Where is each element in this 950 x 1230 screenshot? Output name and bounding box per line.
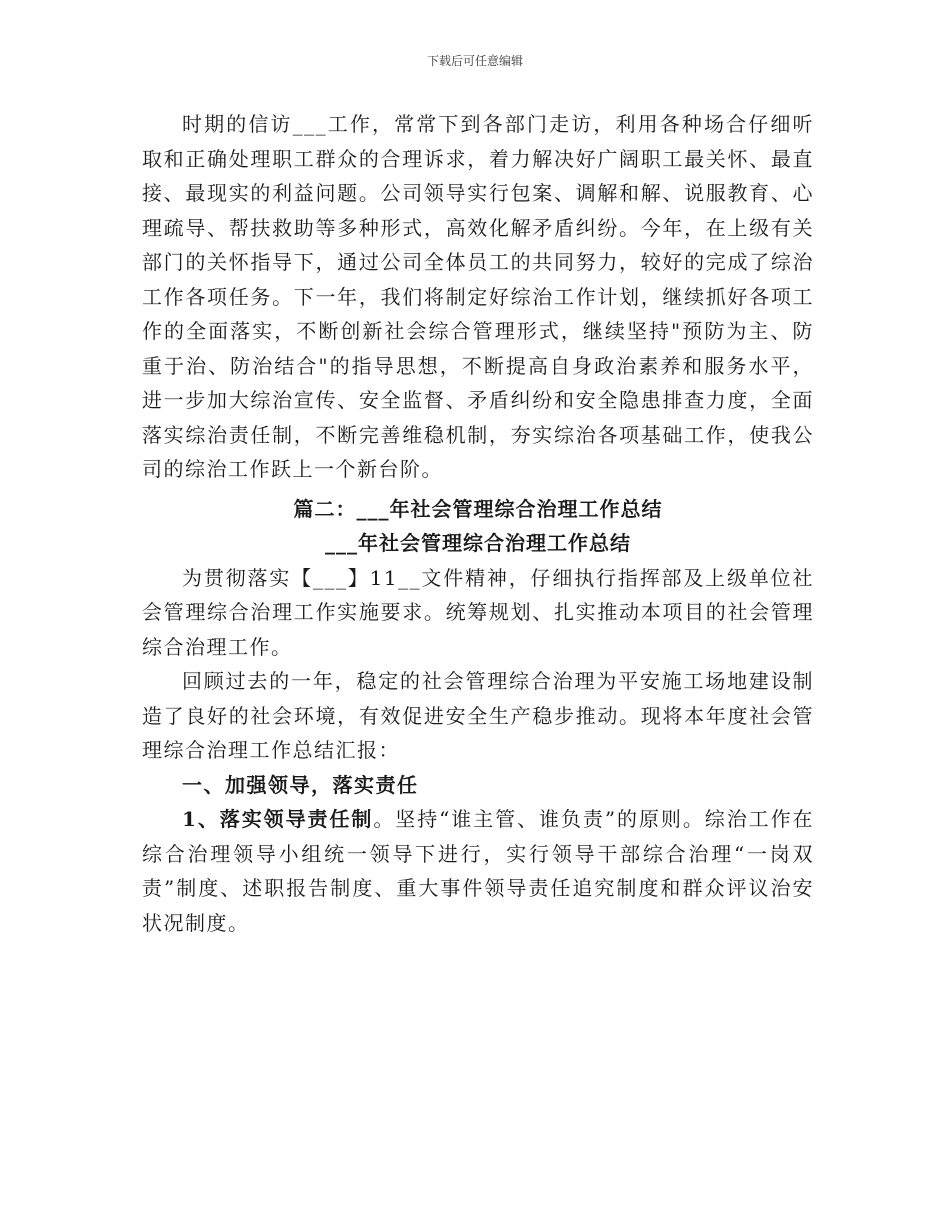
heading-title: ___年社会管理综合治理工作总结 bbox=[325, 531, 631, 555]
document-body bbox=[142, 107, 814, 940]
item-1-title: 1、落实领导责任制 bbox=[182, 807, 374, 831]
heading-part-2: 篇二：___年社会管理综合治理工作总结 bbox=[293, 496, 663, 521]
paragraph-2: 为贯彻落实【___】11__文件精神，仔细执行指挥部及上级单位社会管理综合治理工作实施要求。统筹规划、扎实推动本项目的社会管理综合治理工作。 bbox=[142, 565, 814, 659]
item-1-text: 。坚持“谁主管、谁负责”的原则。综治工作在综合治理领导小组统一领导下进行，实行领导干部综合治理“一岗双责”制度、述职报告制度、重大事件领导责任追究制度和群众评议治安状况制度。 bbox=[142, 807, 814, 935]
section-heading-1: 一、加强领导，落实责任 bbox=[182, 772, 419, 797]
paragraph-3: 回顾过去的一年，稳定的社会管理综合治理为平安施工场地建设制造了良好的社会环境，有效促进安全生产稳步推动。现将本年度社会管理综合治理工作总结汇报： bbox=[142, 669, 814, 762]
item-1-paragraph bbox=[142, 802, 814, 940]
paragraph-1: 时期的信访___工作，常常下到各部门走访，利用各种场合仔细听取和正确处理职工群众的合理诉求，着力解决好广阔职工最关怀、最直接、最现实的利益问题。公司领导实行包案、调解和解、说服教育、心理疏导、帮扶救助等多种形式，高效化解矛盾纠纷。今年，在上级有关部门的关怀指导下，通过公司全体员工的共同努力，较好的完成了综治工作各项任务。下一年，我们将制定好综治工作计划，继续抓好各项工作的全面落实，不断创新社会综合管理形式，继续坚持"预防为主、防重于治、防治结合"的指导思想，不断提高自身政治素养和服务水平，进一步加大综治宣传、安全监督、矛盾纠纷和安全隐患排查力度，全面落实综治责任制，不断完善维稳机制，夯实综治各项基础工作，使我公司的综治工作跃上一个新台阶。 bbox=[142, 112, 814, 481]
header-note: 下载后可任意编辑 bbox=[426, 54, 523, 68]
